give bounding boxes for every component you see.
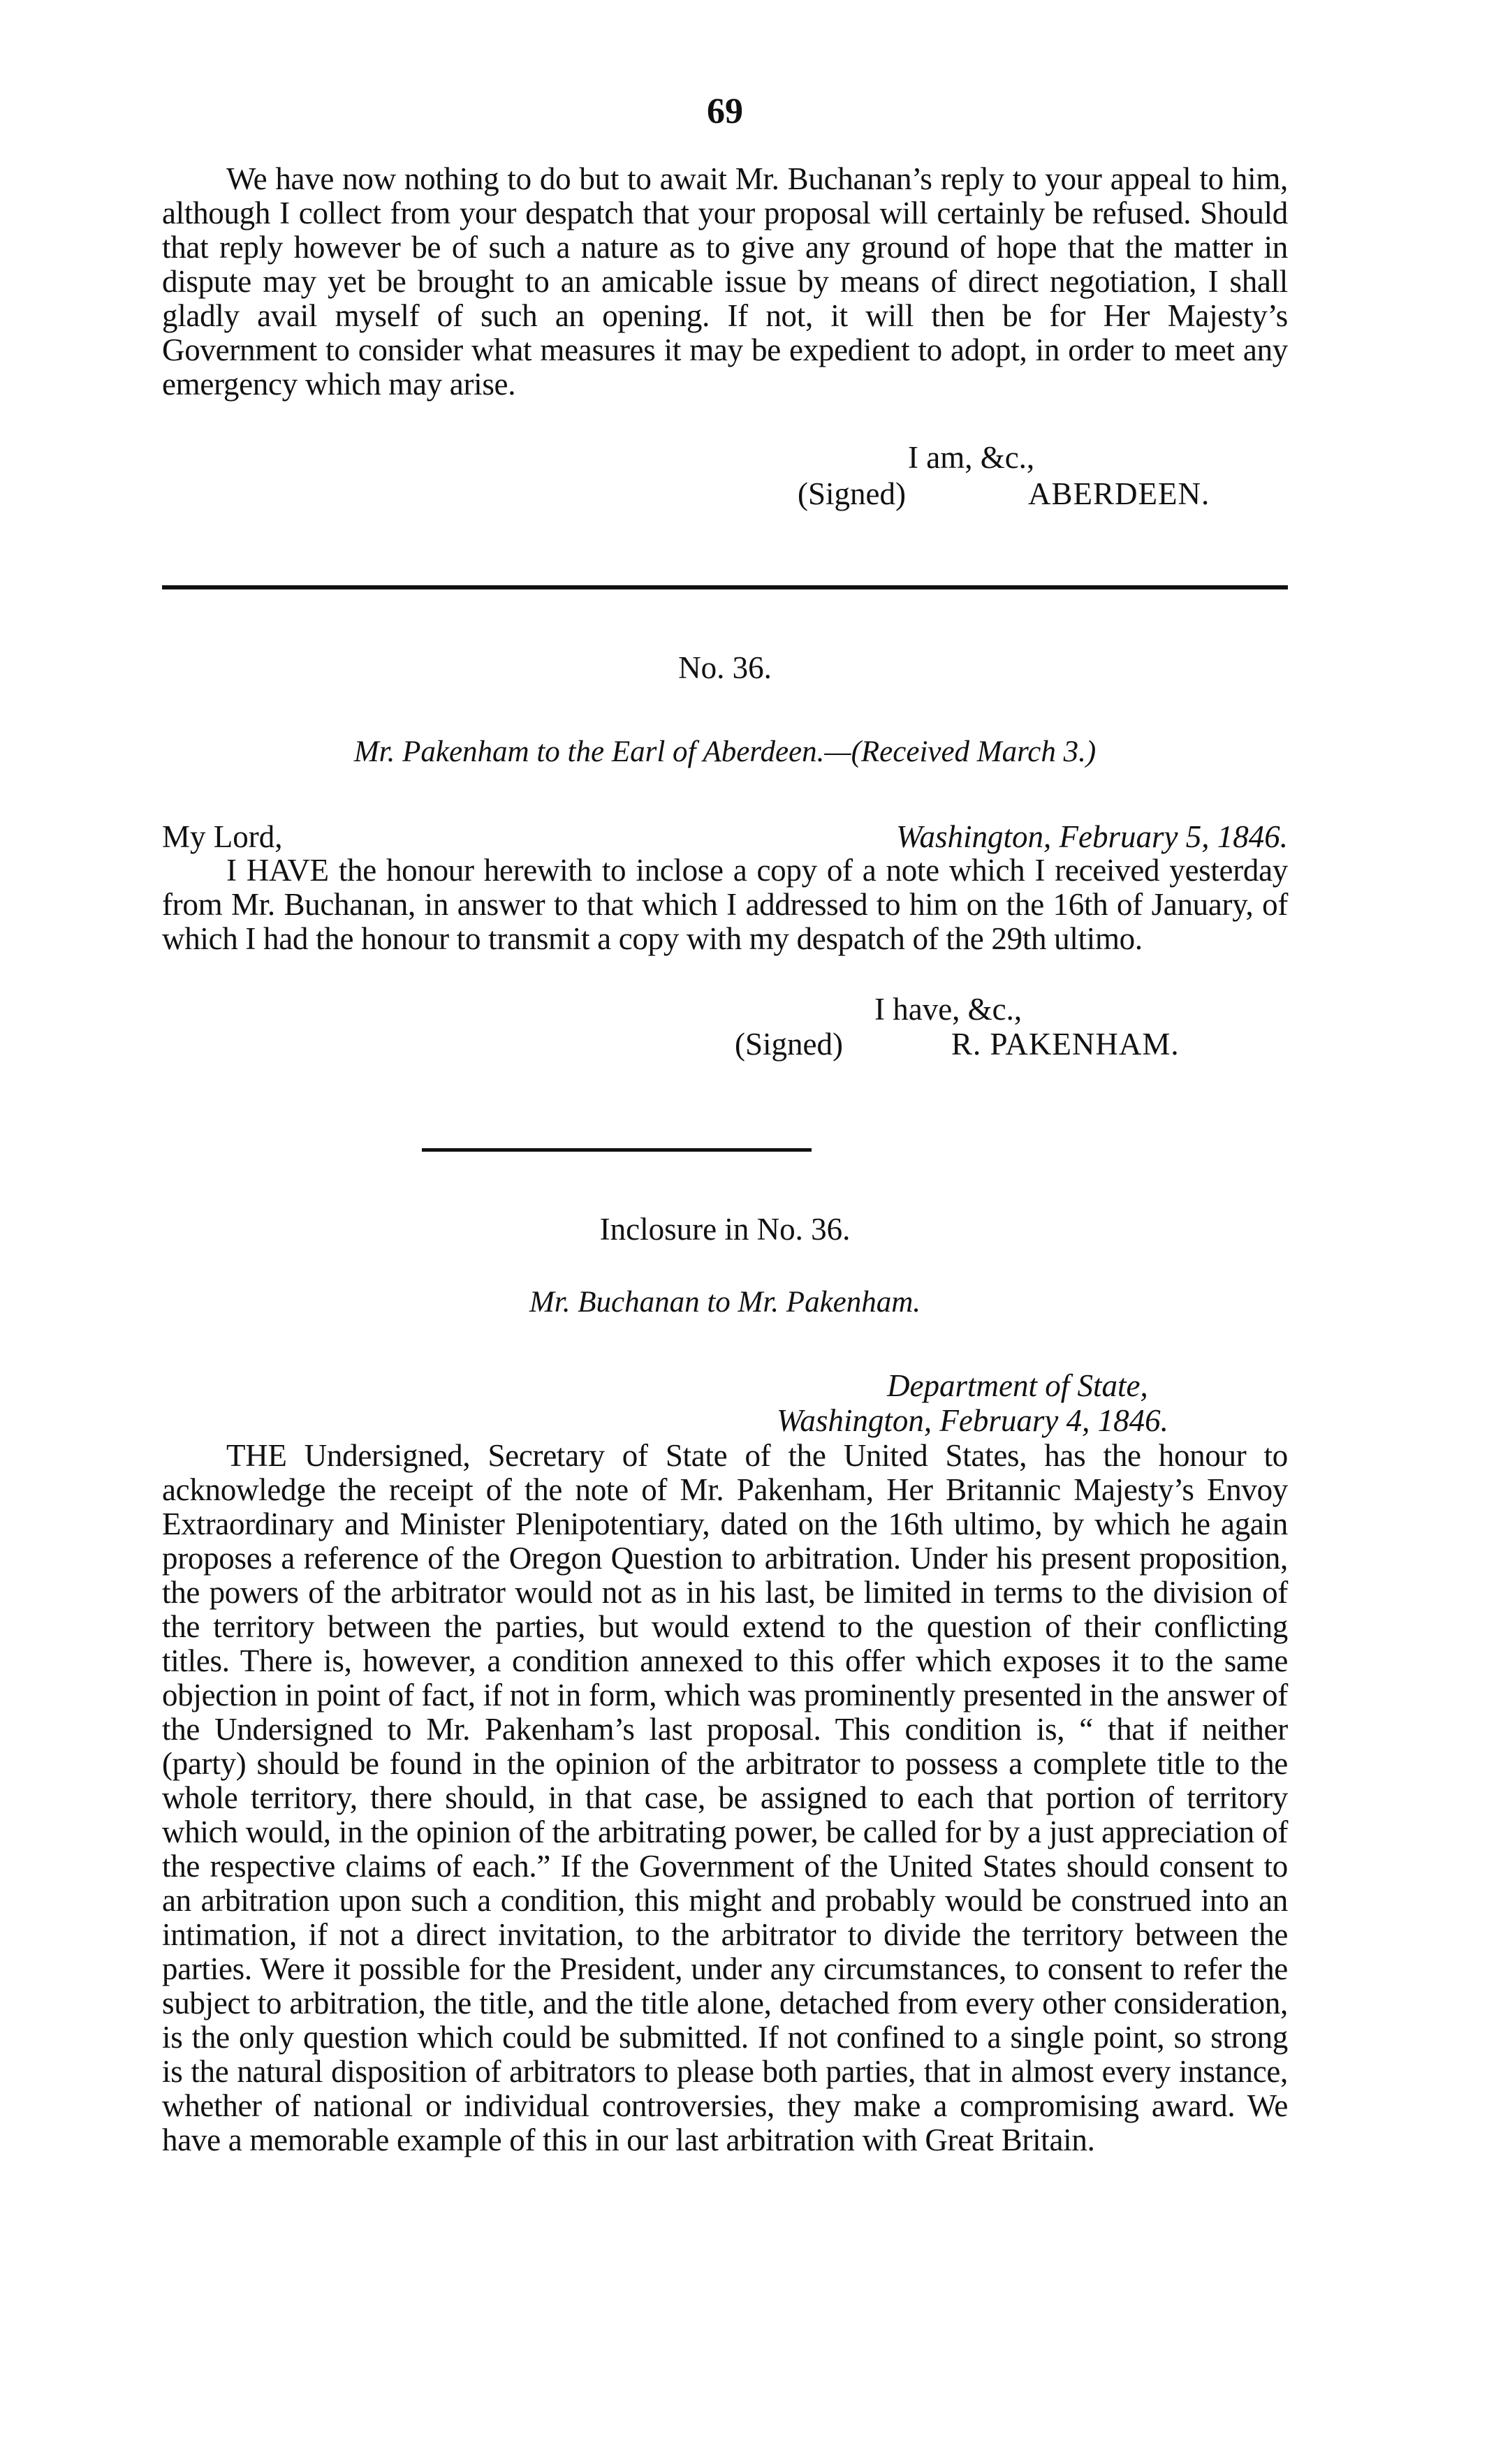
document-36-signature: R. PAKENHAM.	[951, 1027, 1180, 1062]
page-number: 69	[707, 91, 743, 131]
document-title: Mr. Pakenham to the Earl of Aberdeen.—(Received March 3.)	[353, 735, 1097, 768]
inclosure-paragraph: THE Undersigned, Secretary of State of the United States, has the honour to acknowledge the receipt of the note of Mr. Pakenham, Her Britannic Majesty’s Envoy Extraordinary and Minister Plenipotentiary, dated on the 16th ultimo, by which he again proposes a reference of the Oregon Question to arbitration. Under his present proposition, the powers of the arbitrator would not as in his last, be limited in terms to the division of the territory between the parties, but would extend to the question of their conflicting titles. There is, however, a condition annexed to this offer which exposes it to the same objection in point of fact, if not in form, which was prominently presented in the answer of the Undersigned to Mr. Pakenham’s last proposal. This condition is, “ that if neither (party) should be found in the opinion of the arbitrator to possess a complete title to the whole territory, there should, in that case, be assigned to each that portion of territory which would, in the opinion of the arbitrating power, be called for by a just appreciation of the respective claims of each.” If the Government of the United States should consent to an arbitration upon such a condition, this might and probably would be construed into an intimation, if not a direct invitation, to the arbitrator to divide the territory between the parties. Were it possible for the President, under any circumstances, to consent to refer the subject to arbitration, the title, and the title alone, detached from every other consideration, is the only question which could be submitted. If not confined to a single point, so strong is the natural disposition of arbitrators to please both parties, that in almost every instance, whether of national or individual controversies, they make a compromising award. We have a memorable example of this in our last arbitration with Great Britain.	[162, 1438, 1288, 2157]
continuation-paragraph: We have now nothing to do but to await Mr. Buchanan’s reply to your appeal to him, although I collect from your despatch that your proposal will certainly be refused. Should that reply however be of such a nature as to give any ground of hope that the matter in dispute may yet be brought to an amicable issue by means of direct negotiation, I shall gladly avail myself of such an opening. If not, it will then be for Her Majesty’s Government to consider what measures it may be expedient to adopt, in order to meet any emergency which may arise.	[162, 161, 1288, 402]
document-36-paragraph: I HAVE the honour herewith to inclose a copy of a note which I received yesterday from Mr. Buchanan, in answer to that which I addressed to him on the 16th of January, of which I had the honour to transmit a copy with my despatch of the 29th ultimo.	[162, 853, 1288, 956]
inclosure-title: Mr. Buchanan to Mr. Pakenham.	[529, 1286, 921, 1319]
inclosure-body	[162, 1439, 1288, 2157]
dateline: Washington, February 5, 1846.	[896, 819, 1288, 854]
document-36-signed-label: (Signed)	[735, 1027, 843, 1062]
section-divider-rule	[162, 585, 1288, 589]
salutation: My Lord,	[162, 819, 283, 854]
section-divider-rule-short	[422, 1148, 812, 1152]
document-number-heading: No. 36.	[678, 650, 772, 685]
salutation-row	[162, 819, 1288, 853]
continuation-signature: ABERDEEN.	[1028, 476, 1210, 511]
inclosure-dateline-line1: Department of State,	[887, 1368, 1148, 1403]
document-page	[162, 0, 1288, 2464]
document-36-body	[162, 853, 1288, 956]
letter-continuation	[162, 162, 1288, 402]
continuation-signed-label: (Signed)	[798, 476, 906, 511]
inclosure-heading: Inclosure in No. 36.	[599, 1212, 851, 1247]
inclosure-dateline-line2: Washington, February 4, 1846.	[777, 1403, 1168, 1438]
continuation-closing: I am, &c.,	[908, 440, 1035, 475]
document-36-closing: I have, &c.,	[874, 992, 1022, 1027]
